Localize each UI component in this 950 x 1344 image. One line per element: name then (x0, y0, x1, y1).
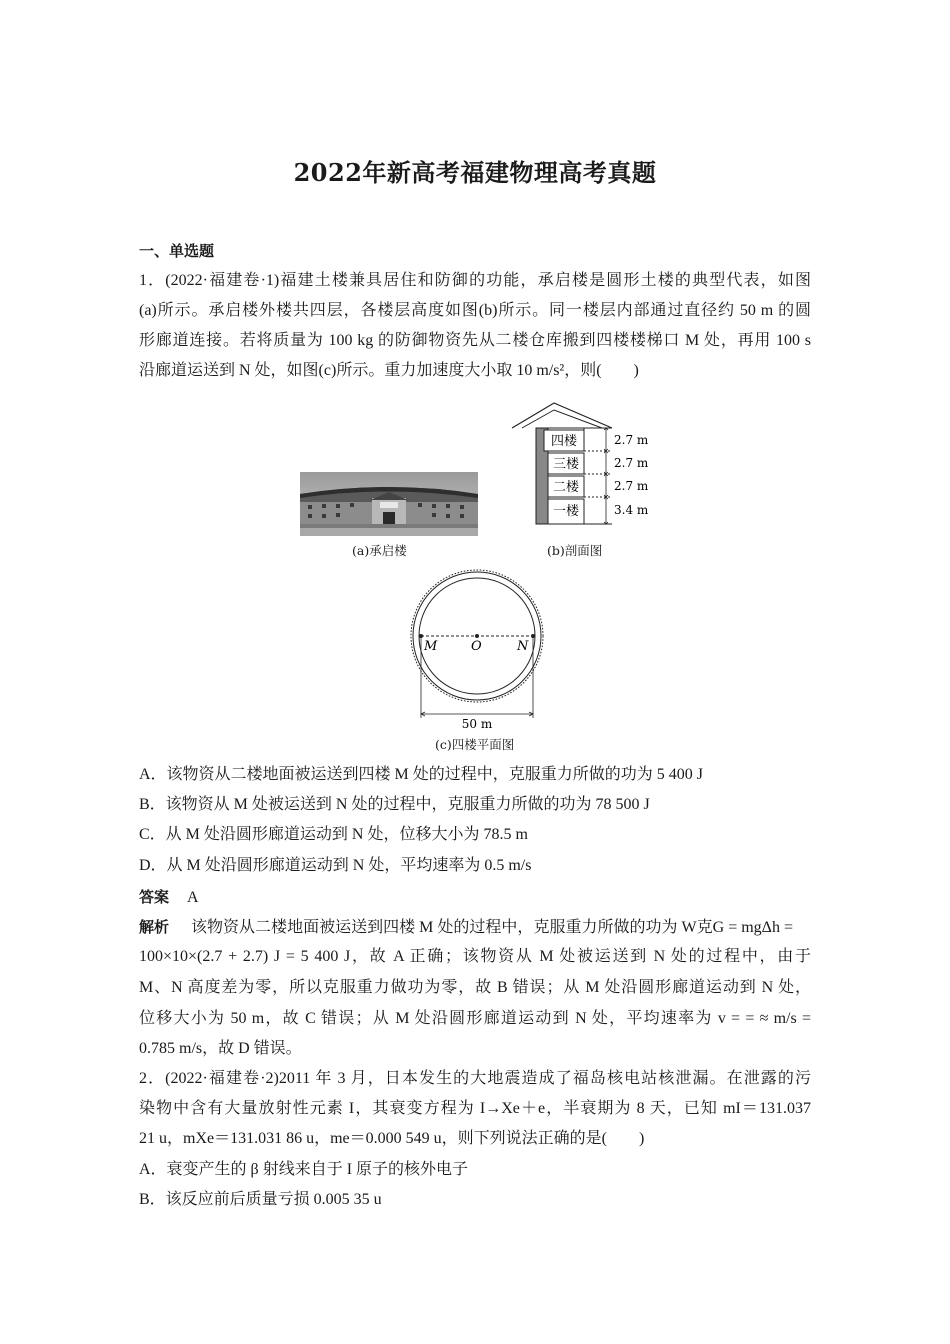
analysis-line-5: 0.785 m/s，故 D 错误。 (139, 1040, 302, 1057)
q1-line-2: (a)所示。承启楼外楼共四层，各楼层高度如图(b)所示。同一楼层内部通过直径约 50 m 的圆 (139, 302, 811, 319)
q2-line-2: 染物中含有大量放射性元素 I，其衰变方程为 I→Xe＋e，半衰期为 8 天，已知 mI＝131.037 (139, 1100, 811, 1117)
page-title: 2022年新高考福建物理高考真题 (293, 158, 657, 187)
analysis-line-4: 位移大小为 50 m，故 C 错误；从 M 处沿圆形廊道运动到 N 处，平均速率为 v = = ≈ m/s = (139, 1010, 811, 1027)
q1-line-3: 形廊道连接。若将质量为 100 kg 的防御物资先从二楼仓库搬到四楼楼梯口 M 处，再用 100 s (139, 332, 811, 349)
diameter-label: 50 m (461, 717, 493, 731)
figure-a-caption: (a)承启楼 (352, 543, 407, 558)
q1-option-d: D．从 M 处沿圆形廊道运动到 N 处，平均速率为 0.5 m/s (139, 857, 532, 874)
floor-label-3: 三楼 (552, 457, 580, 472)
q2-line-3: 21 u，mXe＝131.031 86 u，me＝0.000 549 u，则下列说法正确的是( ) (139, 1130, 645, 1147)
analysis-line-3: M、N 高度差为零，所以克服重力做功为零，故 B 错误；从 M 处沿圆形廊道运动到 N 处， (139, 979, 811, 996)
q2-line-1: 2．(2022·福建卷·2)2011 年 3 月，日本发生的大地震造成了福岛核电站核泄漏。在泄露的污 (139, 1070, 811, 1087)
floor-plan-diagram (405, 566, 550, 734)
height-label-2: 2.7 m (614, 479, 649, 493)
figure-b-caption: (b)剖面图 (547, 543, 603, 558)
point-m-label: M (424, 639, 438, 654)
height-label-3: 2.7 m (614, 456, 649, 470)
q1-option-a: A．该物资从二楼地面被运送到四楼 M 处的过程中，克服重力所做的功为 5 400 J (139, 766, 704, 783)
chengqi-building-photo (300, 472, 478, 536)
q2-option-b: B．该反应前后质量亏损 0.005 35 u (139, 1191, 382, 1208)
analysis-label: 解析 (139, 918, 170, 936)
figure-c-caption: (c)四楼平面图 (435, 737, 515, 752)
analysis-row-1 (139, 916, 793, 939)
answer-row (139, 886, 199, 909)
answer-value: A (187, 889, 199, 906)
q1-line-4: 沿廊道运送到 N 处，如图(c)所示。重力加速度大小取 10 m/s²，则( ) (139, 362, 639, 379)
floor-label-1: 一楼 (552, 504, 580, 519)
q2-option-a: A．衰变产生的 β 射线来自于 I 原子的核外电子 (139, 1161, 469, 1178)
point-o-label: O (471, 639, 482, 654)
answer-label: 答案 (139, 888, 170, 906)
height-label-4: 2.7 m (614, 433, 649, 447)
analysis-line-1: 该物资从二楼地面被运送到四楼 M 处的过程中，克服重力所做的功为 W克G = mgΔh = (191, 919, 794, 936)
height-label-1: 3.4 m (614, 503, 649, 517)
floor-label-2: 二楼 (552, 480, 580, 495)
section-heading: 一、单选题 (139, 242, 215, 260)
analysis-line-2: 100×10×(2.7 + 2.7) J = 5 400 J，故 A 正确；该物资从 M 处被运送到 N 处的过程中，由于 (139, 948, 811, 965)
cross-section-diagram (508, 400, 668, 530)
point-n-label: N (517, 639, 529, 654)
q1-option-c: C．从 M 处沿圆形廊道运动到 N 处，位移大小为 78.5 m (139, 826, 528, 843)
q1-option-b: B．该物资从 M 处被运送到 N 处的过程中，克服重力所做的功为 78 500 J (139, 796, 650, 813)
q1-line-1: 1．(2022·福建卷·1)福建土楼兼具居住和防御的功能，承启楼是圆形土楼的典型代表，如图 (139, 272, 811, 289)
floor-label-4: 四楼 (550, 434, 578, 449)
